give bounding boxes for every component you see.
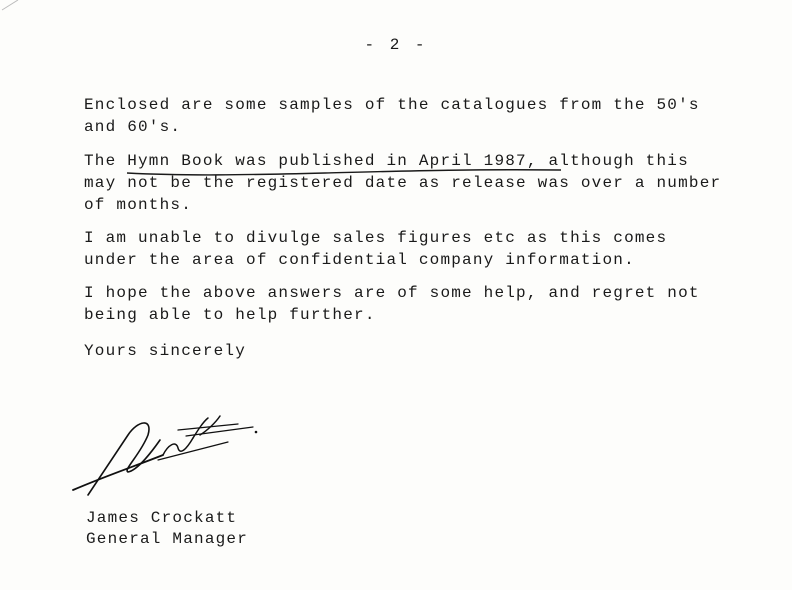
paragraph-catalogues bbox=[84, 94, 774, 138]
corner-scratch-mark bbox=[0, 0, 30, 30]
closing-salutation: Yours sincerely bbox=[84, 342, 247, 360]
text-line: Enclosed are some samples of the catalogues from the 50's bbox=[84, 96, 700, 114]
text-line: may not be the registered date as release was over a number bbox=[84, 174, 722, 192]
paragraph-sales-figures bbox=[84, 227, 774, 271]
text-line: and 60's. bbox=[84, 118, 182, 136]
text-line: I hope the above answers are of some help, and regret not bbox=[84, 284, 700, 302]
paragraph-hymn-book bbox=[84, 150, 774, 216]
text-line: The Hymn Book was published in April 1987, although this bbox=[84, 152, 689, 170]
handwritten-underline bbox=[125, 167, 565, 181]
handwritten-signature bbox=[68, 410, 268, 505]
signatory-title: General Manager bbox=[86, 530, 249, 548]
paragraph-regret bbox=[84, 282, 774, 326]
text-line: under the area of confidential company information. bbox=[84, 251, 635, 269]
text-line: of months. bbox=[84, 196, 193, 214]
signature-block bbox=[86, 508, 248, 550]
signatory-name: James Crockatt bbox=[86, 509, 238, 527]
page-number: - 2 - bbox=[364, 36, 428, 54]
text-line: being able to help further. bbox=[84, 306, 376, 324]
text-line: I am unable to divulge sales figures etc as this comes bbox=[84, 229, 668, 247]
